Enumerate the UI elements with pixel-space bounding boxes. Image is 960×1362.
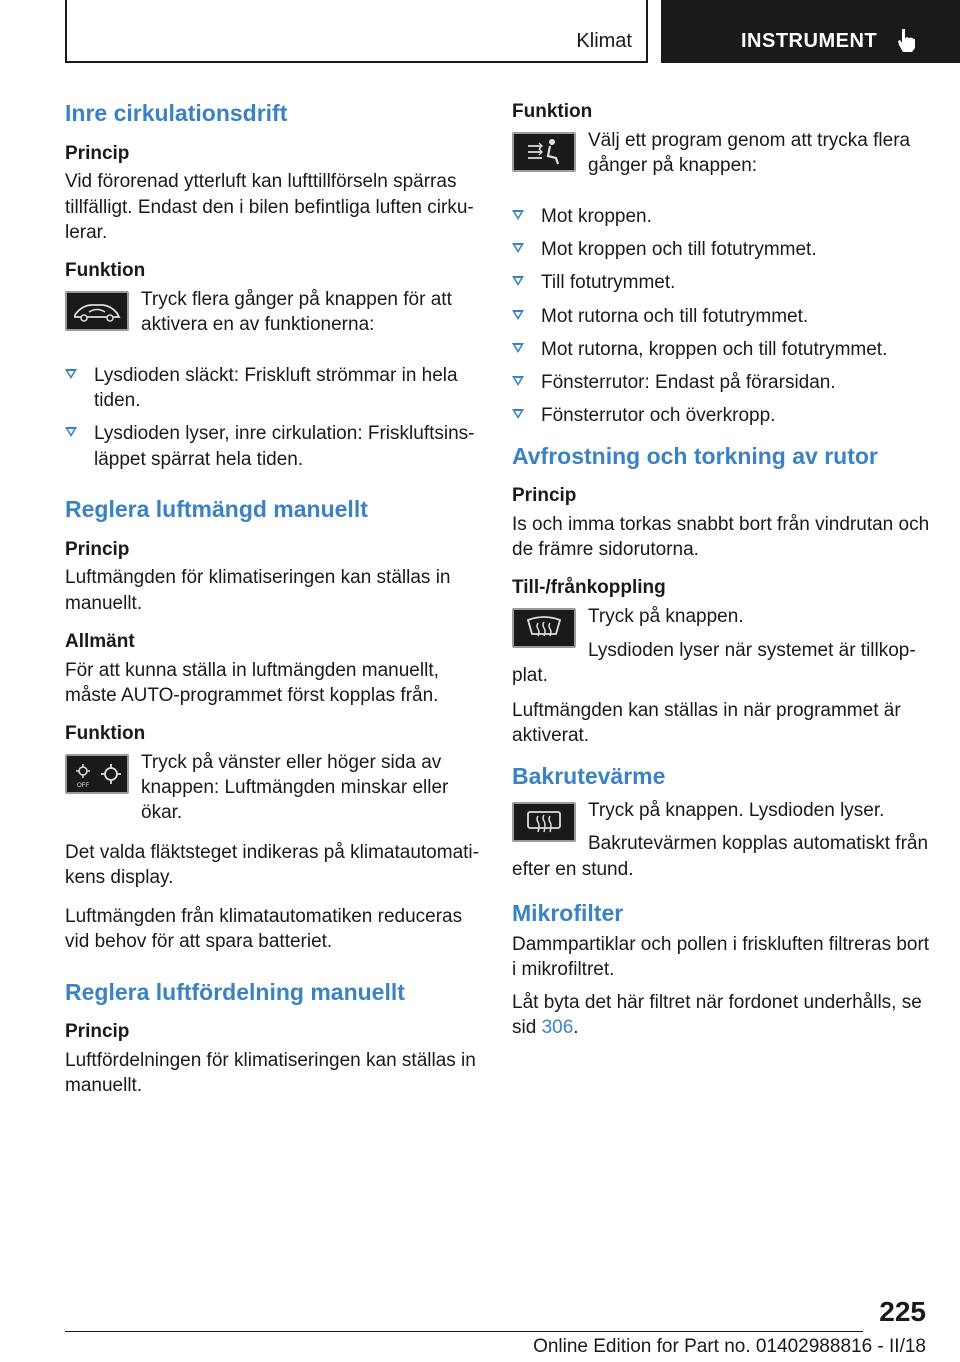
paragraph: Luftmängden kan ställas in när programmet är aktiverat. [512, 700, 901, 747]
chapter-title: INSTRUMENT [741, 30, 878, 52]
recirculation-instruction: Tryck flera gånger på knappen för att aktivera en av funktionerna: [141, 288, 452, 336]
page-number: 225 [879, 1296, 926, 1327]
recirculation-car-icon [67, 293, 127, 329]
defrost-instruction: Tryck på knappen. [588, 606, 744, 628]
header-chapter-tab[interactable] [661, 0, 960, 63]
defrost-button-row [512, 604, 930, 688]
recirculation-options-list [65, 363, 480, 472]
list-item: Till fotutrymmet. [512, 270, 930, 295]
heading-luftfordelning: Reglera luftfördelning manuellt [65, 978, 405, 1005]
footer-edition: Online Edition for Part no. 01402988816 - II/18 [533, 1336, 926, 1357]
windshield-defrost-icon [514, 610, 574, 646]
subheading-funktion: Funktion [65, 723, 146, 745]
fan-button-row [65, 750, 480, 826]
paragraph: Luftfördelningen för klimatiseringen kan ställas in manuellt. [65, 1050, 476, 1097]
list-item: Mot rutorna, kroppen och till fotutrymmet. [512, 337, 930, 362]
paragraph: För att kunna ställa in luftmängden manuellt, måste AUTO-programmet först kopplas från. [65, 659, 439, 706]
svg-text:OFF: OFF [77, 782, 89, 789]
right-column [512, 100, 930, 1055]
arrow-bullet-icon [65, 369, 77, 379]
recirculation-button [65, 291, 129, 331]
recirculation-button-row [65, 287, 480, 349]
rear-window-defrost-icon [514, 804, 574, 840]
heading-bakrutevarme: Bakrutevärme [512, 762, 666, 789]
arrow-bullet-icon [512, 210, 524, 220]
arrow-bullet-icon [512, 243, 524, 253]
footer-divider [65, 1331, 863, 1332]
defrost-led-text: Lysdioden lyser när systemet är tillkop-plat. [512, 639, 916, 686]
rear-defrost-button-row [512, 798, 930, 882]
paragraph: Luftmängden från klimatautomatiken reduceras vid behov för att spara batteriet. [65, 906, 463, 953]
heading-mikrofilter: Mikrofilter [512, 899, 624, 926]
subheading-princip: Princip [512, 485, 577, 507]
arrow-bullet-icon [512, 276, 524, 286]
paragraph: Dammpartiklar och pollen i friskluften filtreras bort i mikrofiltret. [512, 933, 930, 980]
arrow-bullet-icon [512, 376, 524, 386]
rear-defrost-instruction: Tryck på knappen. Lysdioden lyser. [588, 800, 885, 822]
heading-avfrostning: Avfrostning och torkning av rutor [512, 442, 878, 469]
list-item: Lysdioden lyser, inre cirkulation: Friskluftsins-läppet spärrat hela tiden. [65, 421, 480, 472]
heading-luftmangd: Reglera luftmängd manuellt [65, 495, 368, 522]
section-title: Klimat [576, 30, 632, 52]
list-item: Mot kroppen. [512, 204, 930, 229]
paragraph: Is och imma torkas snabbt bort från vindrutan och de främre sidorutorna. [512, 513, 930, 561]
air-distribution-instruction: Välj ett program genom att trycka flera gånger på knappen: [588, 129, 911, 177]
subheading-princip: Princip [65, 538, 130, 560]
fan-speed-button [65, 754, 129, 794]
pointing-hand-icon [893, 26, 921, 54]
subheading-princip: Princip [65, 142, 130, 164]
paragraph: Det valda fläktsteget indikeras på klimatautomati-kens display. [65, 841, 479, 888]
subheading-allmant: Allmänt [65, 630, 135, 652]
paragraph: Luftmängden för klimatiseringen kan ställas in manuellt. [65, 567, 451, 614]
subheading-princip: Princip [65, 1021, 130, 1043]
list-item: Mot rutorna och till fotutrymmet. [512, 304, 930, 329]
rear-window-defrost-button [512, 802, 576, 842]
left-column [65, 100, 480, 1113]
fan-icon [67, 756, 127, 792]
fan-instruction: Tryck på vänster eller höger sida av knappen: Luftmängden minskar eller ökar. [141, 751, 449, 824]
air-distribution-options-list [512, 204, 930, 429]
air-distribution-button-row [512, 128, 930, 190]
page-reference-link[interactable]: 306 [541, 1017, 574, 1039]
paragraph: Låt byta det här filtret när fordonet underhålls, se sid 306. [512, 992, 922, 1039]
air-distribution-button [512, 132, 576, 172]
list-item: Fönsterrutor och överkropp. [512, 403, 930, 428]
arrow-bullet-icon [65, 427, 77, 437]
subheading-funktion: Funktion [512, 101, 593, 122]
rear-defrost-auto-text: Bakrutevärmen kopplas automatiskt från efter en stund. [512, 833, 929, 880]
windshield-defrost-button [512, 608, 576, 648]
list-item: Fönsterrutor: Endast på förarsidan. [512, 370, 930, 395]
arrow-bullet-icon [512, 409, 524, 419]
subheading-till-frankoppling: Till-/frånkoppling [512, 577, 666, 599]
arrow-bullet-icon [512, 310, 524, 320]
air-distribution-icon [514, 134, 574, 170]
paragraph: Vid förorenad ytterluft kan lufttillförseln spärras tillfälligt. Endast den i bilen befintliga luften cirku-lerar. [65, 171, 474, 243]
list-item: Mot kroppen och till fotutrymmet. [512, 237, 930, 262]
list-item: Lysdioden släckt: Friskluft strömmar in hela tiden. [65, 363, 480, 414]
subheading-funktion: Funktion [65, 260, 146, 282]
arrow-bullet-icon [512, 343, 524, 353]
heading-inre-cirkulation: Inre cirkulationsdrift [65, 100, 288, 126]
header-section-box [65, 0, 648, 63]
